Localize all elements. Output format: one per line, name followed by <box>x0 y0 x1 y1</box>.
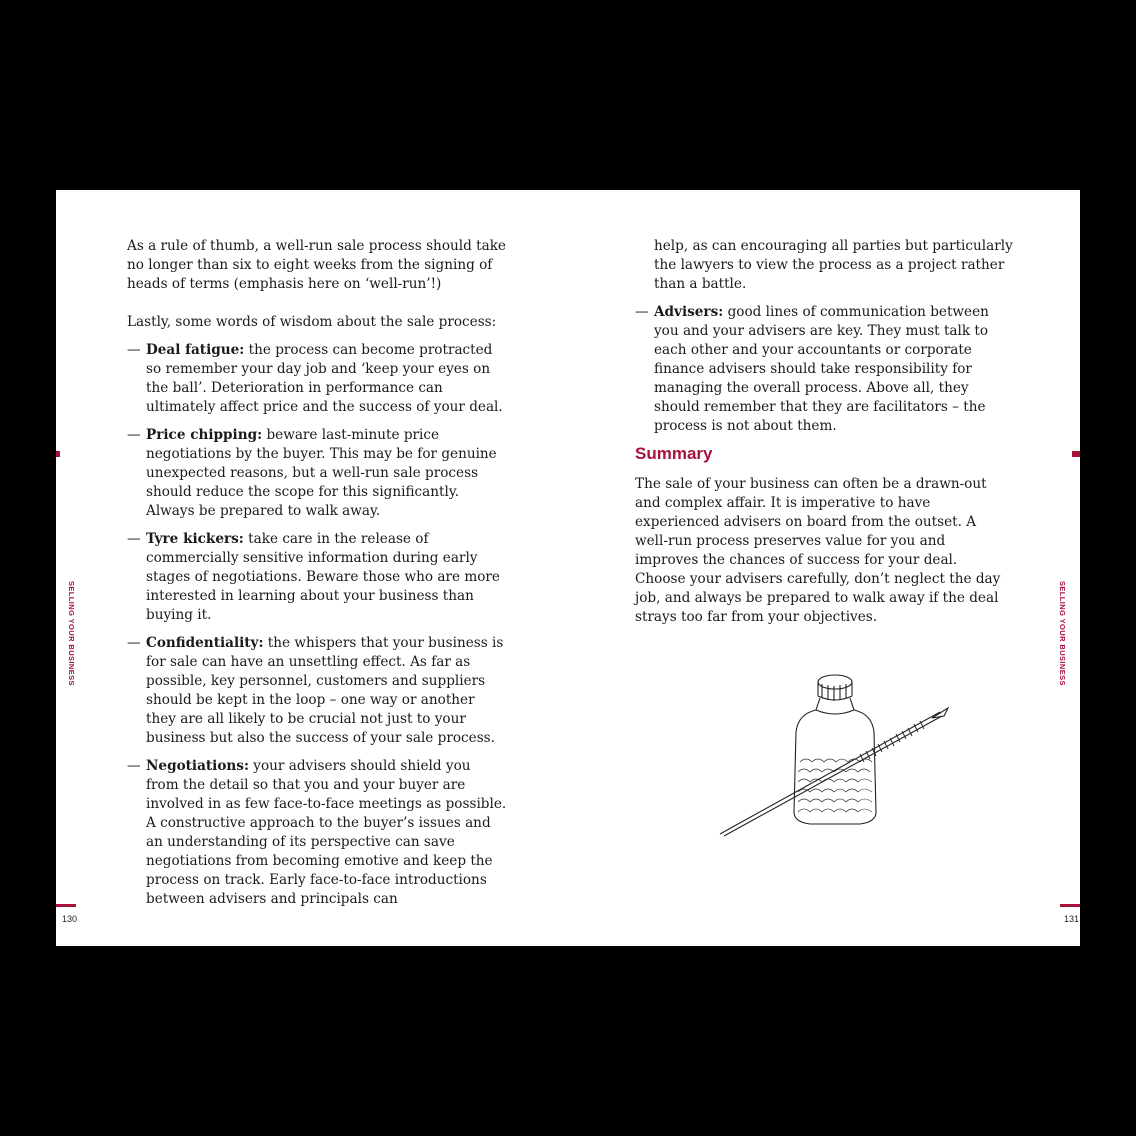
summary-paragraph: The sale of your business can often be a drawn-out and complex affair. It is imperative to have experienced advisers on board from the outset. A well-run process preserves value for you and improves the chances of success for your deal. Choose your advisers carefully, don’t neglect the day job, and always be prepared to walk away if the deal strays too far from your objectives. <box>635 476 1001 625</box>
page-number-left: 130 <box>62 914 78 924</box>
ink-bottle-and-pen-illustration <box>710 672 960 852</box>
left-column <box>127 237 507 918</box>
list-item-tyre-kickers: — Tyre kickers: take care in the release of commercially sensitive information during early stages of negotiations. Beware those who are more interested in learning about your business than buying it. <box>127 531 500 623</box>
list-item-price-chipping: — Price chipping: beware last-minute price negotiations by the buyer. This may be for genuine unexpected reasons, but a well-run sale process should reduce the scope for this significantly. Always be prepared to walk away. <box>127 427 497 519</box>
lead-in-paragraph: Lastly, some words of wisdom about the sale process: <box>127 314 497 330</box>
list-item-advisers: — Advisers: good lines of communication between you and your advisers are key. They must talk to each other and your accountants or corporate finance advisers should take responsibility for managing the overall process. Above all, they should remember that they are facilitators – the process is not about them. <box>635 304 989 434</box>
right-page <box>568 190 1080 946</box>
intro-paragraph: As a rule of thumb, a well-run sale process should take no longer than six to eight weeks from the signing of heads of terms (emphasis here on ‘well-run’!) <box>127 238 506 292</box>
side-tab-marker <box>56 451 60 457</box>
summary-heading: Summary <box>635 444 713 463</box>
list-item-deal-fatigue: — Deal fatigue: the process can become protracted so remember your day job and ‘keep your eyes on the ball’. Deterioration in performance can ultimately affect price and the success of your deal. <box>127 342 503 415</box>
page-number-right: 131 <box>1064 914 1080 924</box>
list-item-confidentiality: — Confidentiality: the whispers that your business is for sale can have an unsettling effect. As far as possible, key personnel, customers and suppliers should be kept in the loop – one way or another they are all likely to be crucial not just to your business but also the success of your sale process. <box>127 635 504 746</box>
right-column <box>635 237 1015 445</box>
book-spread <box>56 190 1080 946</box>
list-item-negotiations: — Negotiations: your advisers should shield you from the detail so that you and your buyer are involved in as few face-to-face meetings as possible. A constructive approach to the buyer’s issues and an understanding of its perspective can save negotiations from becoming emotive and keep the process on track. Early face-to-face introductions between advisers and principals can <box>127 758 507 907</box>
running-head-left: SELLING YOUR BUSINESS <box>67 581 76 686</box>
side-tab-marker <box>1072 451 1080 457</box>
left-page <box>56 190 568 946</box>
footer-rule-right <box>1060 904 1080 907</box>
list-item-continuation: help, as can encouraging all parties but particularly the lawyers to view the process as a project rather than a battle. <box>654 238 1013 292</box>
continued-list <box>635 237 1015 436</box>
wisdom-list <box>127 341 507 909</box>
running-head-right: SELLING YOUR BUSINESS <box>1058 581 1067 686</box>
footer-rule-left <box>56 904 76 907</box>
